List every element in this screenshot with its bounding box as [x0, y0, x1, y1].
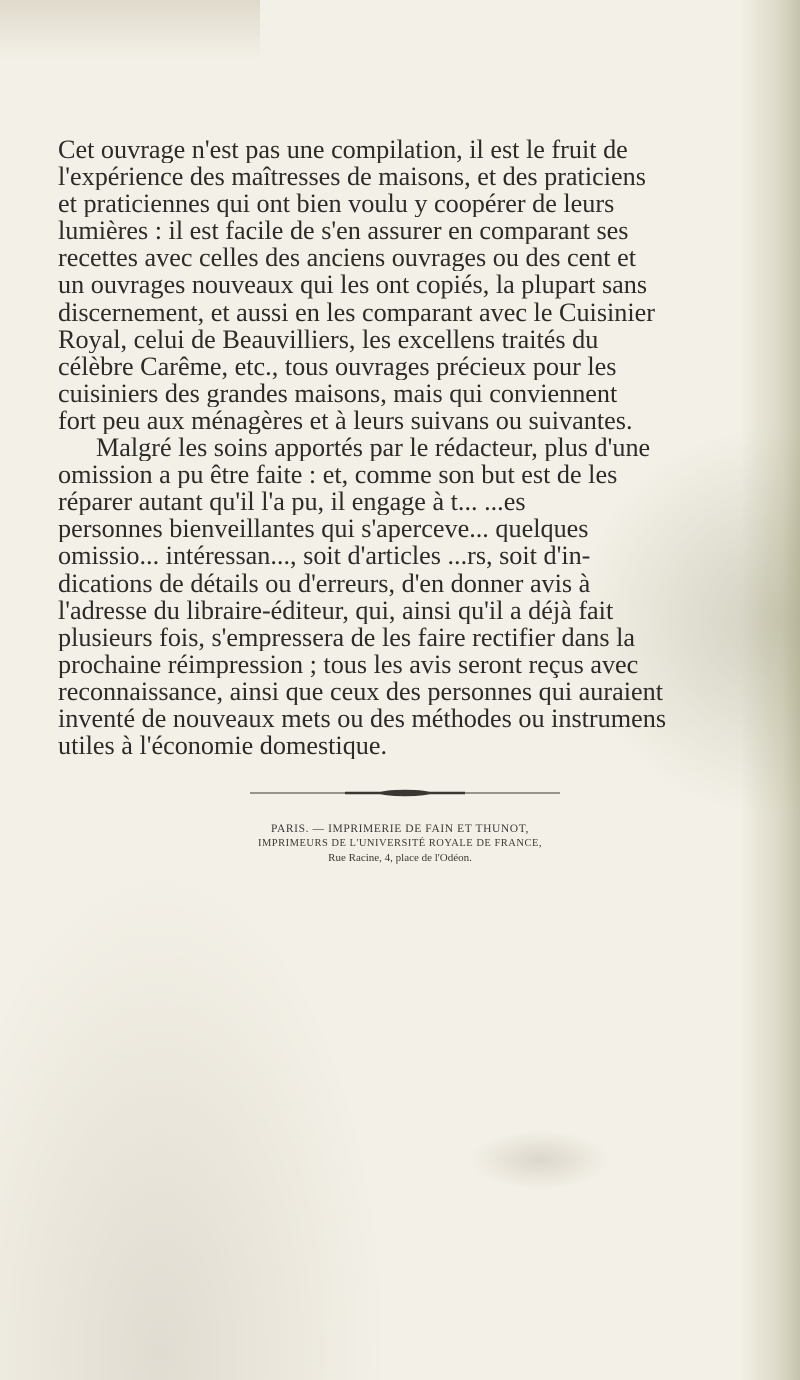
text-line: plusieurs fois, s'empressera de les faire rectifier dans la	[58, 623, 635, 651]
text-line: personnes bienveillantes qui s'aperceve... quelques	[58, 515, 589, 543]
text-line: omission a pu être faite : et, comme son but est de les	[58, 461, 618, 489]
imprint-line-2: IMPRIMEURS DE L'UNIVERSITÉ ROYALE DE FRANCE,	[257, 838, 543, 849]
ornamental-rule	[250, 787, 560, 799]
text-line: lumières : il est facile de s'en assurer en comparant ses	[58, 217, 629, 245]
text-line: fort peu aux ménagères et à leurs suivans ou suivantes.	[58, 406, 633, 435]
text-line: et praticiennes qui ont bien voulu y coopérer de leurs	[58, 190, 615, 218]
paragraph-2	[58, 434, 748, 759]
paragraph-1	[58, 136, 748, 434]
imprint-line-1: PARIS. — IMPRIMERIE DE FAIN ET THUNOT,	[271, 823, 529, 835]
text-line: dications de détails ou d'erreurs, d'en donner avis à	[58, 569, 591, 597]
printer-imprint	[0, 822, 800, 865]
text-line: célèbre Carême, etc., tous ouvrages précieux pour les	[58, 352, 617, 380]
text-line: utiles à l'économie domestique.	[58, 732, 388, 760]
page-edge-shadow	[740, 0, 800, 1380]
text-line: Malgré les soins apportés par le rédacteur, plus d'une	[96, 434, 651, 462]
text-line: l'adresse du libraire-éditeur, qui, ainsi qu'il a déjà fait	[58, 596, 614, 624]
imprint-line-3: Rue Racine, 4, place de l'Odéon.	[328, 852, 472, 864]
text-line: Cet ouvrage n'est pas une compilation, il est le fruit de	[58, 136, 628, 164]
body-text	[58, 136, 748, 759]
text-line: reconnaissance, ainsi que ceux des personnes qui auraient	[58, 677, 663, 705]
paper-smudge	[470, 1130, 610, 1190]
text-line: inventé de nouveaux mets ou des méthodes ou instrumens	[58, 704, 667, 733]
paper-stain	[0, 0, 260, 60]
text-line: un ouvrages nouveaux qui les ont copiés, la plupart sans	[58, 271, 648, 299]
text-line: l'expérience des maîtresses de maisons, et des praticiens	[58, 163, 646, 191]
text-line: discernement, et aussi en les comparant avec le Cuisinier	[58, 298, 656, 326]
text-line: prochaine réimpression ; tous les avis seront reçus avec	[58, 650, 639, 678]
text-line: cuisiniers des grandes maisons, mais qui conviennent	[58, 379, 618, 407]
text-line: recettes avec celles des anciens ouvrages ou des cent et	[58, 244, 637, 272]
text-line: omissio... intéressan..., soit d'articles ...rs, soit d'in-	[58, 542, 591, 570]
text-line: réparer autant qu'il l'a pu, il engage à t... ...es	[58, 488, 526, 516]
text-line: Royal, celui de Beauvilliers, les excellens traités du	[58, 325, 599, 353]
